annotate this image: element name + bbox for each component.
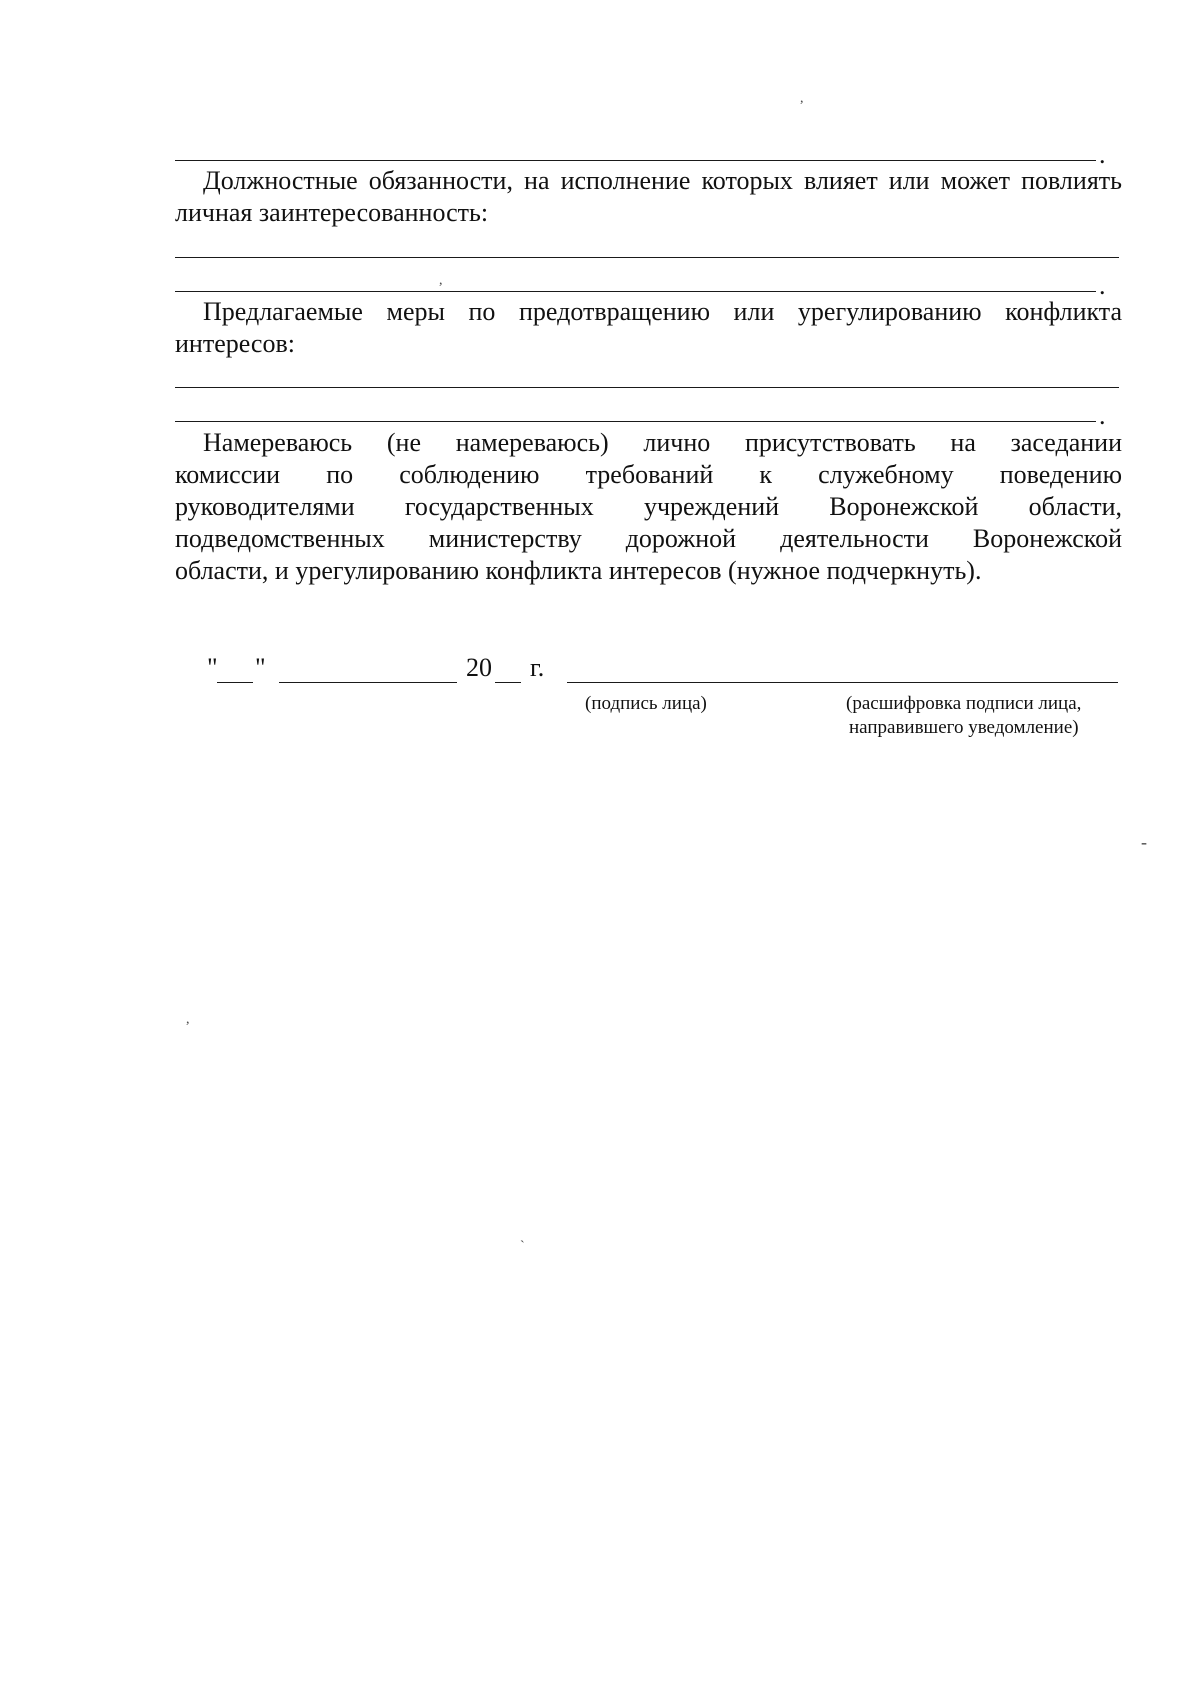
scan-speck: - [1141,832,1147,852]
decoding-caption-line-1: (расшифровка подписи лица, [846,693,1082,714]
signature-row [175,652,1125,692]
signature-blank [567,682,1118,683]
year-prefix: 20 [466,653,492,682]
scan-speck: , [186,1012,190,1027]
date-open-quote: " [207,653,218,682]
attendance-line-2: комиссии по соблюдению требований к служебному поведению [175,460,1122,489]
fill-line-terminator: . [1099,140,1106,169]
attendance-paragraph [175,427,1122,587]
date-close-quote: " [255,653,266,682]
attendance-line-4: подведомственных министерству дорожной деятельности Воронежской [175,524,1122,553]
decoding-caption-line-2: направившего уведомление) [849,717,1079,738]
duties-heading-text: Должностные обязанности, на исполнение которых влияет или может повлиять личная заинтересованность: [175,166,1122,227]
measures-fill-line-1 [175,387,1119,388]
measures-heading-text: Предлагаемые меры по предотвращению или урегулированию конфликта интересов: [175,297,1122,358]
year-blank [495,682,521,683]
scan-speck: ` [520,1239,525,1254]
duties-fill-line-2 [175,291,1096,292]
measures-heading [175,296,1122,360]
fill-line-top [175,160,1096,161]
duties-heading [175,165,1122,229]
year-suffix: г. [530,653,545,682]
attendance-line-5: области, и урегулированию конфликта интересов (нужное подчеркнуть). [175,556,982,585]
scan-speck: , [439,273,443,288]
duties-fill-line-1 [175,257,1119,258]
attendance-line-3: руководителями государственных учреждений Воронежской области, [175,492,1122,521]
measures-terminator: . [1099,401,1106,430]
month-blank [279,682,457,683]
signature-caption: (подпись лица) [585,693,707,714]
measures-fill-line-2 [175,421,1096,422]
day-blank [217,682,253,683]
attendance-line-1: Намереваюсь (не намереваюсь) лично присутствовать на заседании [203,428,1122,457]
duties-terminator: . [1099,271,1106,300]
scan-speck: , [800,91,804,106]
